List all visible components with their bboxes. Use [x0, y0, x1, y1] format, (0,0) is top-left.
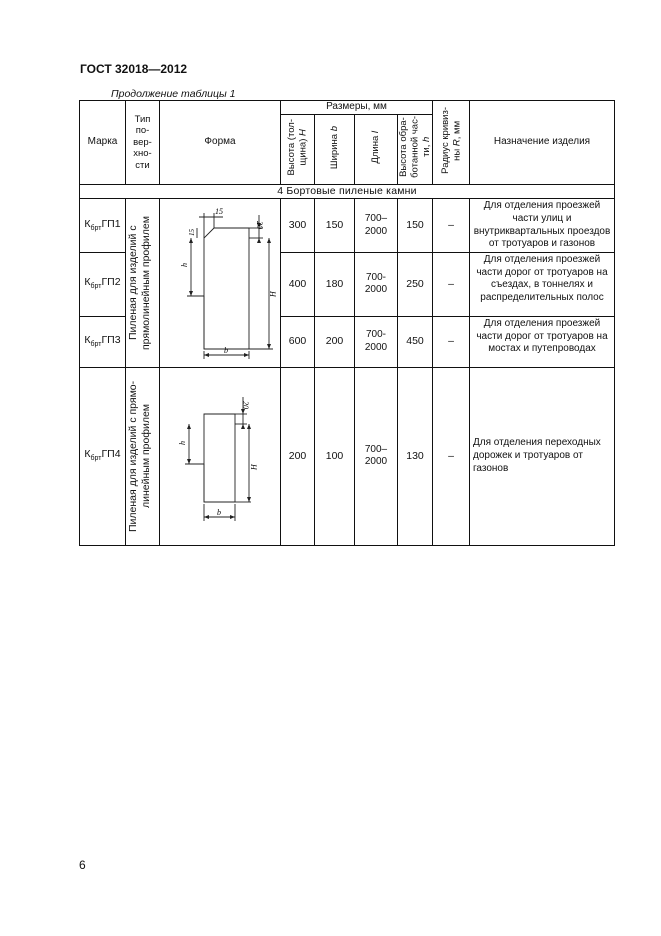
marka-cell: $К_{брт}ГП4$ [80, 367, 126, 545]
page-number: 6 [79, 858, 86, 872]
radius-cell: – [433, 199, 470, 253]
header-width: Ширина b [315, 115, 355, 185]
header-row-1 [80, 101, 615, 115]
purpose-cell: Для отделения проезжей части дорог от тротуаров на мостах и путепроводах [470, 316, 615, 367]
length-cell: 700-2000 [355, 316, 398, 367]
height-cell: 600 [281, 316, 315, 367]
dim-chamfer-height: 15 [187, 228, 196, 236]
surface-type-text-1: Пиленая для изделий с прямолинейным профилем [126, 216, 152, 350]
purpose-cell: Для отделения переходных дорожек и тротуаров от газонов [470, 367, 615, 545]
header-length: Длина l [355, 115, 398, 185]
processed-height-cell: 450 [398, 316, 433, 367]
header-purpose: Назначение изделия [470, 101, 615, 185]
header-surface-type: Тип по- вер- хно- сти [126, 101, 160, 185]
processed-height-cell: 250 [398, 252, 433, 316]
length-cell: 700-2000 [355, 252, 398, 316]
surface-type-cell-1 [126, 199, 160, 368]
form-cell-2 [160, 367, 281, 545]
processed-height-cell: 130 [398, 367, 433, 545]
curb-profile-drawing-1 [161, 201, 280, 361]
marka-cell: $К_{брт}ГП1$ [80, 199, 126, 253]
radius-cell: – [433, 252, 470, 316]
dim-h-label: h [177, 441, 187, 446]
section-row [80, 185, 615, 199]
header-marka: Марка [80, 101, 126, 185]
height-cell: 400 [281, 252, 315, 316]
purpose-cell: Для отделения проезжей части улиц и внутриквартальных проездов от тротуаров и газонов [470, 199, 615, 253]
document-title: ГОСТ 32018—2012 [80, 62, 188, 76]
dim-top: 20 [254, 220, 264, 229]
section-title: 4 Бортовые пиленые камни [80, 185, 615, 199]
table-row [80, 199, 615, 253]
curb-profile-drawing-2 [161, 369, 280, 539]
dim-b-label: b [216, 508, 221, 518]
radius-cell: – [433, 316, 470, 367]
form-cell-1 [160, 199, 281, 368]
surface-type-cell-2 [126, 367, 160, 545]
length-cell: 700–2000 [355, 199, 398, 253]
height-cell: 200 [281, 367, 315, 545]
dim-chamfer-width: 15 [214, 206, 223, 216]
width-cell: 200 [315, 316, 355, 367]
purpose-cell: Для отделения проезжей части дорог от тротуаров на съездах, в тоннелях и распределительных полос [470, 252, 615, 316]
height-cell: 300 [281, 199, 315, 253]
dim-b-label: b [223, 345, 228, 355]
width-cell: 150 [315, 199, 355, 253]
radius-cell: – [433, 367, 470, 545]
processed-height-cell: 150 [398, 199, 433, 253]
dim-H-label: H [248, 464, 258, 470]
header-height: Высота (тол- щина) H [281, 115, 315, 185]
marka-cell: $К_{брт}ГП3$ [80, 316, 126, 367]
header-radius: Радиус кривиз- ны R, мм [433, 101, 470, 185]
header-form: Форма [160, 101, 281, 185]
table-caption: Продолжение таблицы 1 [111, 88, 236, 100]
width-cell: 180 [315, 252, 355, 316]
header-dimensions: Размеры, мм [281, 101, 433, 115]
table-row [80, 367, 615, 545]
dim-H-label: H [267, 290, 277, 297]
marka-cell: $К_{брт}ГП2$ [80, 252, 126, 316]
dim-h-label: h [179, 262, 189, 267]
products-table [79, 100, 615, 546]
dim-top: 20 [240, 401, 250, 410]
header-processed-height: Высота обра- ботанной час- ти, h [398, 115, 433, 185]
surface-type-text-2: Пиленая для изделий с прямо-линейным профилем [126, 380, 152, 532]
width-cell: 100 [315, 367, 355, 545]
length-cell: 700–2000 [355, 367, 398, 545]
